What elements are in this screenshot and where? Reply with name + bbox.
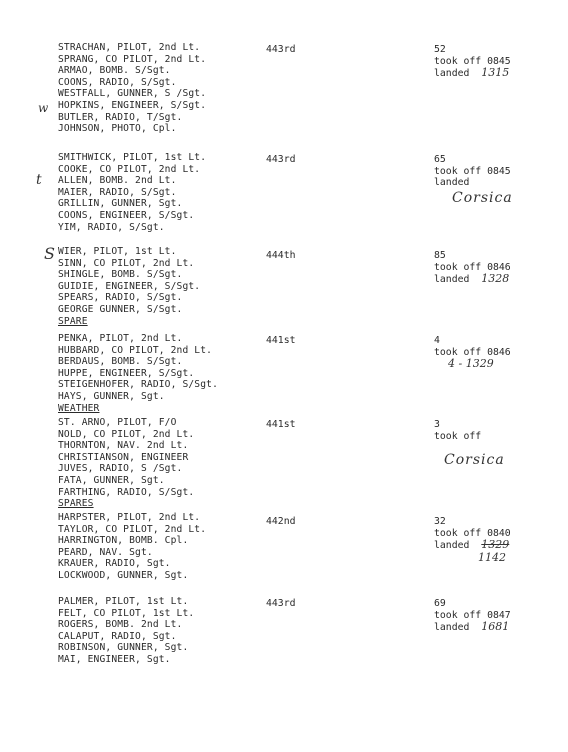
crew-member: BUTLER, RADIO, T/Sgt. bbox=[58, 111, 183, 123]
takeoff-time: took off 0847 bbox=[434, 609, 511, 621]
handwritten-note-corsica: Corsica bbox=[444, 452, 505, 468]
crew-member: HUBBARD, CO PILOT, 2nd Lt. bbox=[58, 344, 213, 356]
squadron-label: 443rd bbox=[266, 44, 296, 55]
crew-member: MAI, ENGINEER, Sgt. bbox=[58, 653, 171, 665]
crew-member: ST. ARNO, PILOT, F/O bbox=[58, 417, 177, 428]
crew-member: GEORGE GUNNER, S/Sgt. bbox=[58, 303, 183, 315]
landed-time-handwritten: 4 - 1329 bbox=[448, 357, 494, 371]
takeoff-time: took off 0846 bbox=[434, 261, 511, 273]
squadron-label: 443rd bbox=[266, 154, 296, 165]
crew-member: ARMAO, BOMB. S/Sgt. bbox=[58, 65, 171, 77]
flight-info-7 bbox=[434, 598, 511, 634]
aircraft-number: 69 bbox=[434, 598, 446, 609]
crew-member: ROGERS, BOMB. 2nd Lt. bbox=[58, 619, 183, 631]
crew-member: SPEARS, RADIO, S/Sgt. bbox=[58, 292, 183, 304]
landed-time-handwritten: 1328 bbox=[481, 272, 510, 286]
landed-time-handwritten: 1315 bbox=[481, 66, 510, 80]
crew-member: GRILLIN, GUNNER, Sgt. bbox=[58, 198, 183, 210]
aircraft-number: 65 bbox=[434, 154, 446, 165]
aircraft-number: 52 bbox=[434, 44, 446, 55]
flight-info-6 bbox=[434, 516, 511, 563]
squadron-label: 444th bbox=[266, 250, 296, 261]
crew-member: WIER, PILOT, 1st Lt. bbox=[58, 246, 177, 257]
landed-time-handwritten: 1681 bbox=[481, 620, 510, 634]
crew-member: KRAUER, RADIO, Sgt. bbox=[58, 558, 171, 570]
margin-mark-t: t bbox=[36, 172, 42, 188]
crew-member: BERDAUS, BOMB. S/Sgt. bbox=[58, 356, 183, 368]
crew-member: NOLD, CO PILOT, 2nd Lt. bbox=[58, 428, 195, 440]
flight-info-2 bbox=[434, 154, 511, 189]
crew-member: JOHNSON, PHOTO, Cpl. bbox=[58, 123, 177, 135]
squadron-label: 441st bbox=[266, 419, 296, 430]
margin-mark-s: S bbox=[44, 244, 55, 263]
crew-member: PALMER, PILOT, 1st Lt. bbox=[58, 596, 189, 607]
landed-label: landed bbox=[434, 540, 470, 552]
landed-label: landed bbox=[434, 68, 470, 80]
crew-list-3 bbox=[58, 246, 200, 327]
crew-member: MAIER, RADIO, S/Sgt. bbox=[58, 186, 177, 198]
crew-member: COOKE, CO PILOT, 2nd Lt. bbox=[58, 163, 201, 175]
landed-time-handwritten: 1142 bbox=[478, 550, 506, 564]
crew-list-1 bbox=[58, 42, 206, 135]
takeoff-time: took off 0845 bbox=[434, 55, 511, 67]
flight-info-1 bbox=[434, 44, 511, 80]
crew-member: LOCKWOOD, GUNNER, Sgt. bbox=[58, 569, 189, 581]
crew-member: GUIDIE, ENGINEER, S/Sgt. bbox=[58, 280, 201, 292]
crew-member: STRACHAN, PILOT, 2nd Lt. bbox=[58, 42, 201, 53]
takeoff-time: took off 0840 bbox=[434, 527, 511, 539]
crew-member: COONS, RADIO, S/Sgt. bbox=[58, 76, 177, 88]
takeoff-time: took off 0846 bbox=[434, 346, 511, 358]
section-label-spares: SPARES bbox=[58, 498, 94, 510]
crew-list-4 bbox=[58, 333, 218, 414]
crew-list-5 bbox=[58, 417, 194, 510]
section-label-weather: WEATHER bbox=[58, 402, 100, 414]
crew-member: SHINGLE, BOMB. S/Sgt. bbox=[58, 269, 183, 281]
crew-member: COONS, ENGINEER, S/Sgt. bbox=[58, 209, 195, 221]
aircraft-number: 32 bbox=[434, 516, 446, 527]
takeoff-time: took off 0845 bbox=[434, 165, 511, 177]
crew-member: HARPSTER, PILOT, 2nd Lt. bbox=[58, 512, 201, 523]
crew-member: YIM, RADIO, S/Sgt. bbox=[58, 221, 165, 233]
crew-member: SMITHWICK, PILOT, 1st Lt. bbox=[58, 152, 207, 163]
crew-member: PEARD, NAV. Sgt. bbox=[58, 546, 153, 558]
crew-member: PENKA, PILOT, 2nd Lt. bbox=[58, 333, 183, 344]
crew-list-6 bbox=[58, 512, 206, 582]
flight-info-4 bbox=[434, 335, 511, 370]
crew-member: SINN, CO PILOT, 2nd Lt. bbox=[58, 257, 195, 269]
crew-member: THORNTON, NAV. 2nd Lt. bbox=[58, 440, 189, 452]
crew-member: WESTFALL, GUNNER, S /Sgt. bbox=[58, 88, 207, 100]
squadron-label: 441st bbox=[266, 335, 296, 346]
crew-member: SPRANG, CO PILOT, 2nd Lt. bbox=[58, 53, 207, 65]
aircraft-number: 85 bbox=[434, 250, 446, 261]
crew-list-2 bbox=[58, 152, 206, 233]
crew-member: FARTHING, RADIO, S/Sgt. bbox=[58, 486, 195, 498]
crew-member: HARRINGTON, BOMB. Cpl. bbox=[58, 535, 189, 547]
section-label-spare: SPARE bbox=[58, 315, 88, 327]
crew-member: HAYS, GUNNER, Sgt. bbox=[58, 390, 165, 402]
crew-member: TAYLOR, CO PILOT, 2nd Lt. bbox=[58, 523, 207, 535]
takeoff-time: took off bbox=[434, 430, 482, 442]
crew-member: ALLEN, BOMB. 2nd Lt. bbox=[58, 175, 177, 187]
landed-time-struck: 1329 bbox=[481, 538, 510, 552]
crew-member: FELT, CO PILOT, 1st Lt. bbox=[58, 607, 195, 619]
crew-member: HOPKINS, ENGINEER, S/Sgt. bbox=[58, 99, 207, 111]
aircraft-number: 4 bbox=[434, 335, 440, 346]
aircraft-number: 3 bbox=[434, 419, 440, 430]
crew-list-7 bbox=[58, 596, 194, 666]
landed-label: landed bbox=[434, 274, 470, 286]
crew-member: HUPPE, ENGINEER, S/Sgt. bbox=[58, 367, 195, 379]
squadron-label: 443rd bbox=[266, 598, 296, 609]
squadron-label: 442nd bbox=[266, 516, 296, 527]
crew-member: CALAPUT, RADIO, Sgt. bbox=[58, 630, 177, 642]
crew-member: JUVES, RADIO, S /Sgt. bbox=[58, 463, 183, 475]
flight-info-3 bbox=[434, 250, 511, 286]
crew-member: STEIGENHOFER, RADIO, S/Sgt. bbox=[58, 379, 218, 391]
landed-label: landed bbox=[434, 622, 470, 634]
landed-label: landed bbox=[434, 177, 470, 189]
margin-mark-w: w bbox=[38, 101, 49, 115]
flight-info-5 bbox=[434, 419, 481, 442]
crew-member: FATA, GUNNER, Sgt. bbox=[58, 474, 165, 486]
crew-member: ROBINSON, GUNNER, Sgt. bbox=[58, 642, 189, 654]
crew-member: CHRISTIANSON, ENGINEER bbox=[58, 451, 189, 463]
handwritten-note-corsica: Corsica bbox=[452, 190, 513, 206]
